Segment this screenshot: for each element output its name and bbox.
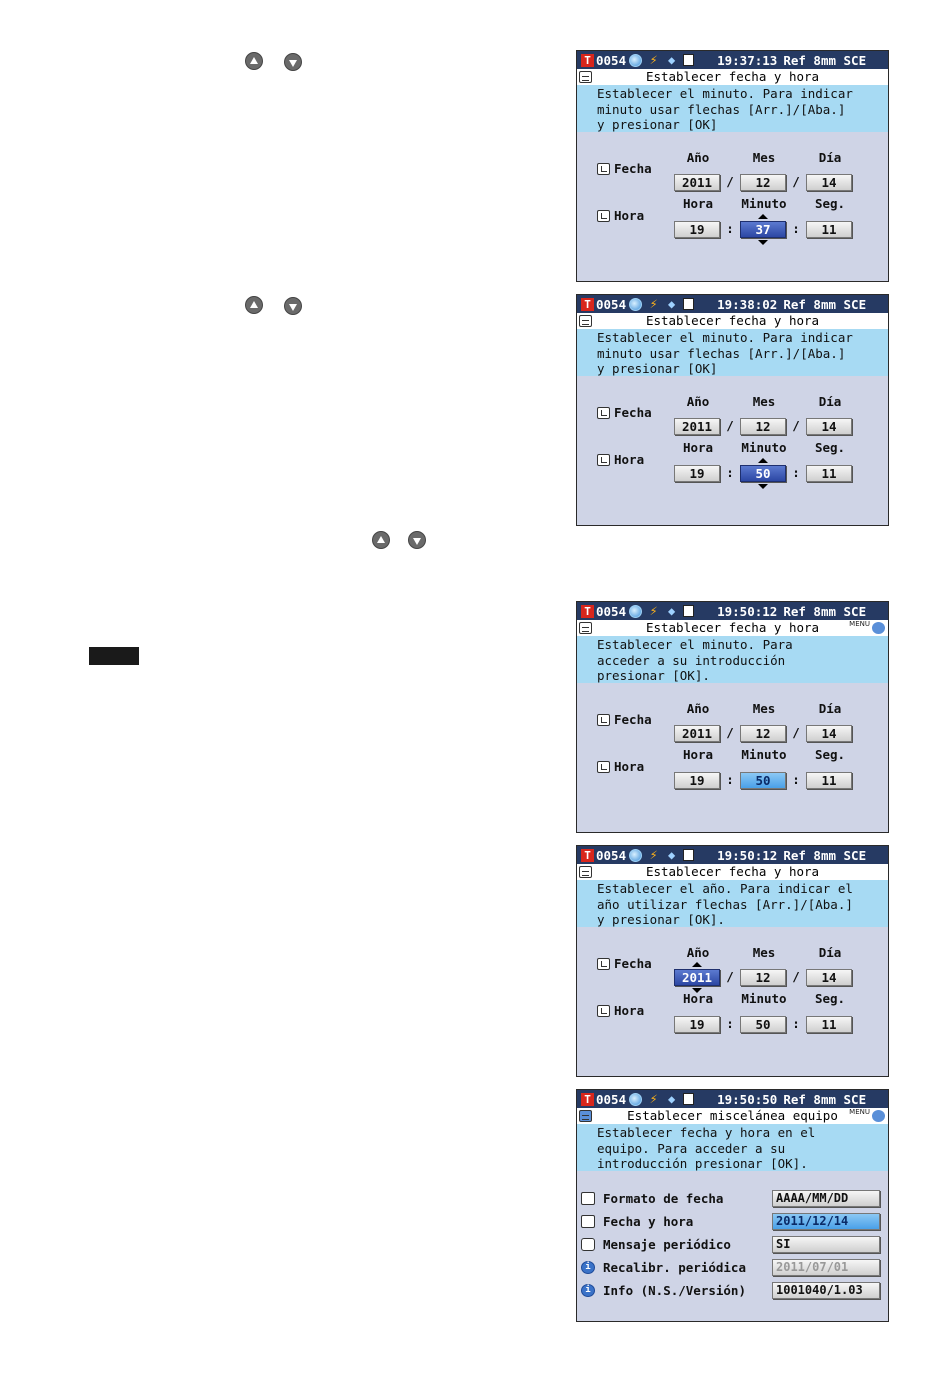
time-separator: : — [726, 1016, 734, 1031]
increment-arrow-icon[interactable] — [758, 458, 768, 463]
clock-settings-icon — [579, 71, 592, 83]
day-field[interactable]: 14 — [806, 725, 852, 742]
time-separator: : — [792, 1016, 800, 1031]
month-header: Mes — [752, 150, 776, 165]
year-header: Año — [686, 701, 710, 716]
hour-header: Hora — [682, 747, 714, 762]
time-separator: : — [792, 772, 800, 787]
increment-arrow-icon[interactable] — [758, 214, 768, 219]
wrench-settings-icon — [579, 1110, 592, 1122]
clock-icon — [597, 210, 610, 222]
second-field[interactable]: 11 — [806, 221, 852, 238]
screen-title-bar — [577, 620, 888, 636]
device-screen-2 — [576, 294, 889, 526]
screen-title: Establecer fecha y hora — [645, 313, 820, 328]
clock-settings-icon — [579, 315, 592, 327]
setting-label: Recalibr. periódica — [603, 1259, 746, 1275]
setting-value: 1001040/1.03 — [772, 1282, 880, 1299]
status-bar — [577, 846, 888, 864]
status-mode: Ref 8mm SCE — [783, 52, 867, 68]
instruction-message: Establecer el minuto. Para indicar minuto usar flechas [Arr.]/[Aba.] y presionar [OK] — [577, 85, 888, 132]
measurement-count: 0054 — [596, 847, 627, 863]
down-button-icon — [284, 297, 302, 315]
date-row-label: Fecha — [597, 956, 652, 971]
month-header: Mes — [752, 394, 776, 409]
minute-header: Minuto — [741, 440, 787, 455]
day-header: Día — [818, 945, 842, 960]
hour-header: Hora — [682, 991, 714, 1006]
up-button-icon — [245, 52, 263, 70]
bolt-icon: ⚡ — [649, 1091, 658, 1107]
bolt-icon: ⚡ — [649, 52, 658, 68]
date-time-grid — [577, 376, 888, 516]
status-time: 19:50:12 — [717, 603, 778, 619]
screen-title: Establecer miscelánea equipo — [627, 1108, 838, 1123]
setting-value: 2011/07/01 — [772, 1259, 880, 1276]
day-header: Día — [818, 150, 842, 165]
globe-icon — [629, 54, 642, 67]
clock-icon — [597, 761, 610, 773]
second-header: Seg. — [814, 196, 846, 211]
hour-header: Hora — [682, 196, 714, 211]
setting-label: Mensaje periódico — [603, 1236, 731, 1252]
minute-field[interactable]: 50 — [740, 772, 786, 789]
status-bar — [577, 602, 888, 620]
time-separator: : — [726, 772, 734, 787]
instruction-message: Establecer el minuto. Para acceder a su introducción presionar [OK]. — [577, 636, 888, 683]
status-time: 19:37:13 — [717, 52, 778, 68]
target-badge: T — [581, 1093, 594, 1106]
date-time-grid — [577, 132, 888, 272]
back-arrow-icon[interactable] — [872, 622, 885, 634]
clock-icon — [597, 454, 610, 466]
menu-label: MENU — [849, 1108, 870, 1116]
status-mode: Ref 8mm SCE — [783, 1091, 867, 1107]
status-mode: Ref 8mm SCE — [783, 847, 867, 863]
tag-icon: ◆ — [667, 847, 676, 862]
bolt-icon: ⚡ — [649, 603, 658, 619]
screen-title: Establecer fecha y hora — [645, 620, 820, 635]
second-field[interactable]: 11 — [806, 1016, 852, 1033]
date-time-grid — [577, 927, 888, 1067]
globe-icon — [629, 849, 642, 862]
measurement-count: 0054 — [596, 1091, 627, 1107]
status-time: 19:38:02 — [717, 296, 778, 312]
minute-field[interactable]: 50 — [740, 1016, 786, 1033]
setting-periodic-recalibration — [581, 1258, 880, 1276]
day-header: Día — [818, 701, 842, 716]
bolt-icon: ⚡ — [649, 296, 658, 312]
calendar-icon — [597, 714, 610, 726]
month-field[interactable]: 12 — [740, 418, 786, 435]
increment-arrow-icon[interactable] — [692, 962, 702, 967]
calendar-icon — [597, 958, 610, 970]
time-separator: : — [726, 221, 734, 236]
globe-icon — [629, 298, 642, 311]
tag-icon: ◆ — [667, 1091, 676, 1106]
minute-field[interactable]: 50 — [740, 465, 786, 482]
tag-icon: ◆ — [667, 296, 676, 311]
device-screen-5 — [576, 1089, 889, 1322]
device-screen-1 — [576, 50, 889, 282]
day-field[interactable]: 14 — [806, 418, 852, 435]
up-button-icon — [245, 296, 263, 314]
date-row-label: Fecha — [597, 405, 652, 420]
second-field[interactable]: 11 — [806, 465, 852, 482]
device-screen-4 — [576, 845, 889, 1077]
month-field[interactable]: 12 — [740, 969, 786, 986]
instruction-message: Establecer fecha y hora en el equipo. Para acceder a su introducción presionar [OK]. — [577, 1124, 888, 1171]
printer-icon — [683, 54, 694, 66]
printer-icon — [683, 849, 694, 861]
info-icon: i — [581, 1261, 595, 1274]
date-separator: / — [726, 418, 734, 433]
setting-date-time[interactable] — [581, 1212, 880, 1230]
screen-title: Establecer fecha y hora — [645, 864, 820, 879]
setting-value[interactable]: 2011/12/14 — [772, 1213, 880, 1230]
time-separator: : — [726, 465, 734, 480]
setting-label: Formato de fecha — [603, 1190, 724, 1206]
screen-title-bar — [577, 864, 888, 880]
time-row-label: Hora — [597, 452, 644, 467]
target-badge: T — [581, 298, 594, 311]
time-separator: : — [792, 221, 800, 236]
setting-label: Fecha y hora — [603, 1213, 694, 1229]
day-field[interactable]: 14 — [806, 174, 852, 191]
setting-info-version — [581, 1281, 880, 1299]
status-bar — [577, 295, 888, 313]
date-row-label: Fecha — [597, 712, 652, 727]
time-row-label: Hora — [597, 759, 644, 774]
minute-field[interactable]: 37 — [740, 221, 786, 238]
hour-header: Hora — [682, 440, 714, 455]
second-header: Seg. — [814, 440, 846, 455]
year-field[interactable]: 2011 — [674, 725, 720, 742]
month-header: Mes — [752, 945, 776, 960]
time-separator: : — [792, 465, 800, 480]
down-button-icon — [408, 531, 426, 549]
time-row-label: Hora — [597, 1003, 644, 1018]
measurement-count: 0054 — [596, 296, 627, 312]
month-header: Mes — [752, 701, 776, 716]
settings-list — [577, 1171, 888, 1321]
hour-field[interactable]: 19 — [674, 772, 720, 789]
date-separator: / — [726, 174, 734, 189]
minute-header: Minuto — [741, 747, 787, 762]
setting-periodic-message[interactable] — [581, 1235, 880, 1253]
screen-title: Establecer fecha y hora — [645, 69, 820, 84]
year-field[interactable]: 2011 — [674, 418, 720, 435]
clock-settings-icon — [579, 622, 592, 634]
status-mode: Ref 8mm SCE — [783, 603, 867, 619]
setting-value[interactable]: AAAA/MM/DD — [772, 1190, 880, 1207]
date-time-grid — [577, 683, 888, 823]
printer-icon — [683, 298, 694, 310]
decrement-arrow-icon[interactable] — [758, 240, 768, 245]
year-header: Año — [686, 394, 710, 409]
setting-date-format[interactable] — [581, 1189, 880, 1207]
target-badge: T — [581, 54, 594, 67]
time-row-label: Hora — [597, 208, 644, 223]
status-mode: Ref 8mm SCE — [783, 296, 867, 312]
target-badge: T — [581, 605, 594, 618]
instruction-message: Establecer el año. Para indicar el año utilizar flechas [Arr.]/[Aba.] y presionar [OK]. — [577, 880, 888, 927]
date-row-label: Fecha — [597, 161, 652, 176]
month-field[interactable]: 12 — [740, 174, 786, 191]
printer-icon — [683, 1093, 694, 1105]
year-header: Año — [686, 945, 710, 960]
tag-icon: ◆ — [667, 603, 676, 618]
printer-icon — [683, 605, 694, 617]
date-separator: / — [792, 969, 800, 984]
clock-settings-icon — [579, 866, 592, 878]
down-button-icon — [284, 53, 302, 71]
second-header: Seg. — [814, 991, 846, 1006]
setting-value[interactable]: SI — [772, 1236, 880, 1253]
up-button-icon — [372, 531, 390, 549]
second-field[interactable]: 11 — [806, 772, 852, 789]
year-header: Año — [686, 150, 710, 165]
screen-title-bar — [577, 313, 888, 329]
month-field[interactable]: 12 — [740, 725, 786, 742]
clock-icon — [597, 1005, 610, 1017]
bolt-icon: ⚡ — [649, 847, 658, 863]
globe-icon — [629, 1093, 642, 1106]
measurement-count: 0054 — [596, 603, 627, 619]
note-marker — [89, 647, 139, 665]
clock-icon — [581, 1215, 595, 1228]
device-screen-3 — [576, 601, 889, 833]
status-bar — [577, 1090, 888, 1108]
menu-label: MENU — [849, 620, 870, 628]
measurement-count: 0054 — [596, 52, 627, 68]
status-time: 19:50:12 — [717, 847, 778, 863]
status-time: 19:50:50 — [717, 1091, 778, 1107]
hour-field[interactable]: 19 — [674, 1016, 720, 1033]
instruction-message: Establecer el minuto. Para indicar minuto usar flechas [Arr.]/[Aba.] y presionar [OK] — [577, 329, 888, 376]
chat-bubble-icon — [581, 1238, 595, 1251]
day-header: Día — [818, 394, 842, 409]
screen-title-bar — [577, 1108, 888, 1124]
calendar-icon — [597, 163, 610, 175]
globe-icon — [629, 605, 642, 618]
tag-icon: ◆ — [667, 52, 676, 67]
decrement-arrow-icon[interactable] — [758, 484, 768, 489]
calendar-icon — [581, 1192, 595, 1205]
hour-field[interactable]: 19 — [674, 221, 720, 238]
back-arrow-icon[interactable] — [872, 1110, 885, 1122]
date-separator: / — [792, 418, 800, 433]
screen-title-bar — [577, 69, 888, 85]
date-separator: / — [726, 969, 734, 984]
hour-field[interactable]: 19 — [674, 465, 720, 482]
date-separator: / — [792, 725, 800, 740]
target-badge: T — [581, 849, 594, 862]
day-field[interactable]: 14 — [806, 969, 852, 986]
minute-header: Minuto — [741, 196, 787, 211]
date-separator: / — [792, 174, 800, 189]
minute-header: Minuto — [741, 991, 787, 1006]
calendar-icon — [597, 407, 610, 419]
date-separator: / — [726, 725, 734, 740]
year-field[interactable]: 2011 — [674, 174, 720, 191]
second-header: Seg. — [814, 747, 846, 762]
year-field[interactable]: 2011 — [674, 969, 720, 986]
setting-label: Info (N.S./Versión) — [603, 1282, 746, 1298]
info-icon: i — [581, 1284, 595, 1297]
status-bar — [577, 51, 888, 69]
